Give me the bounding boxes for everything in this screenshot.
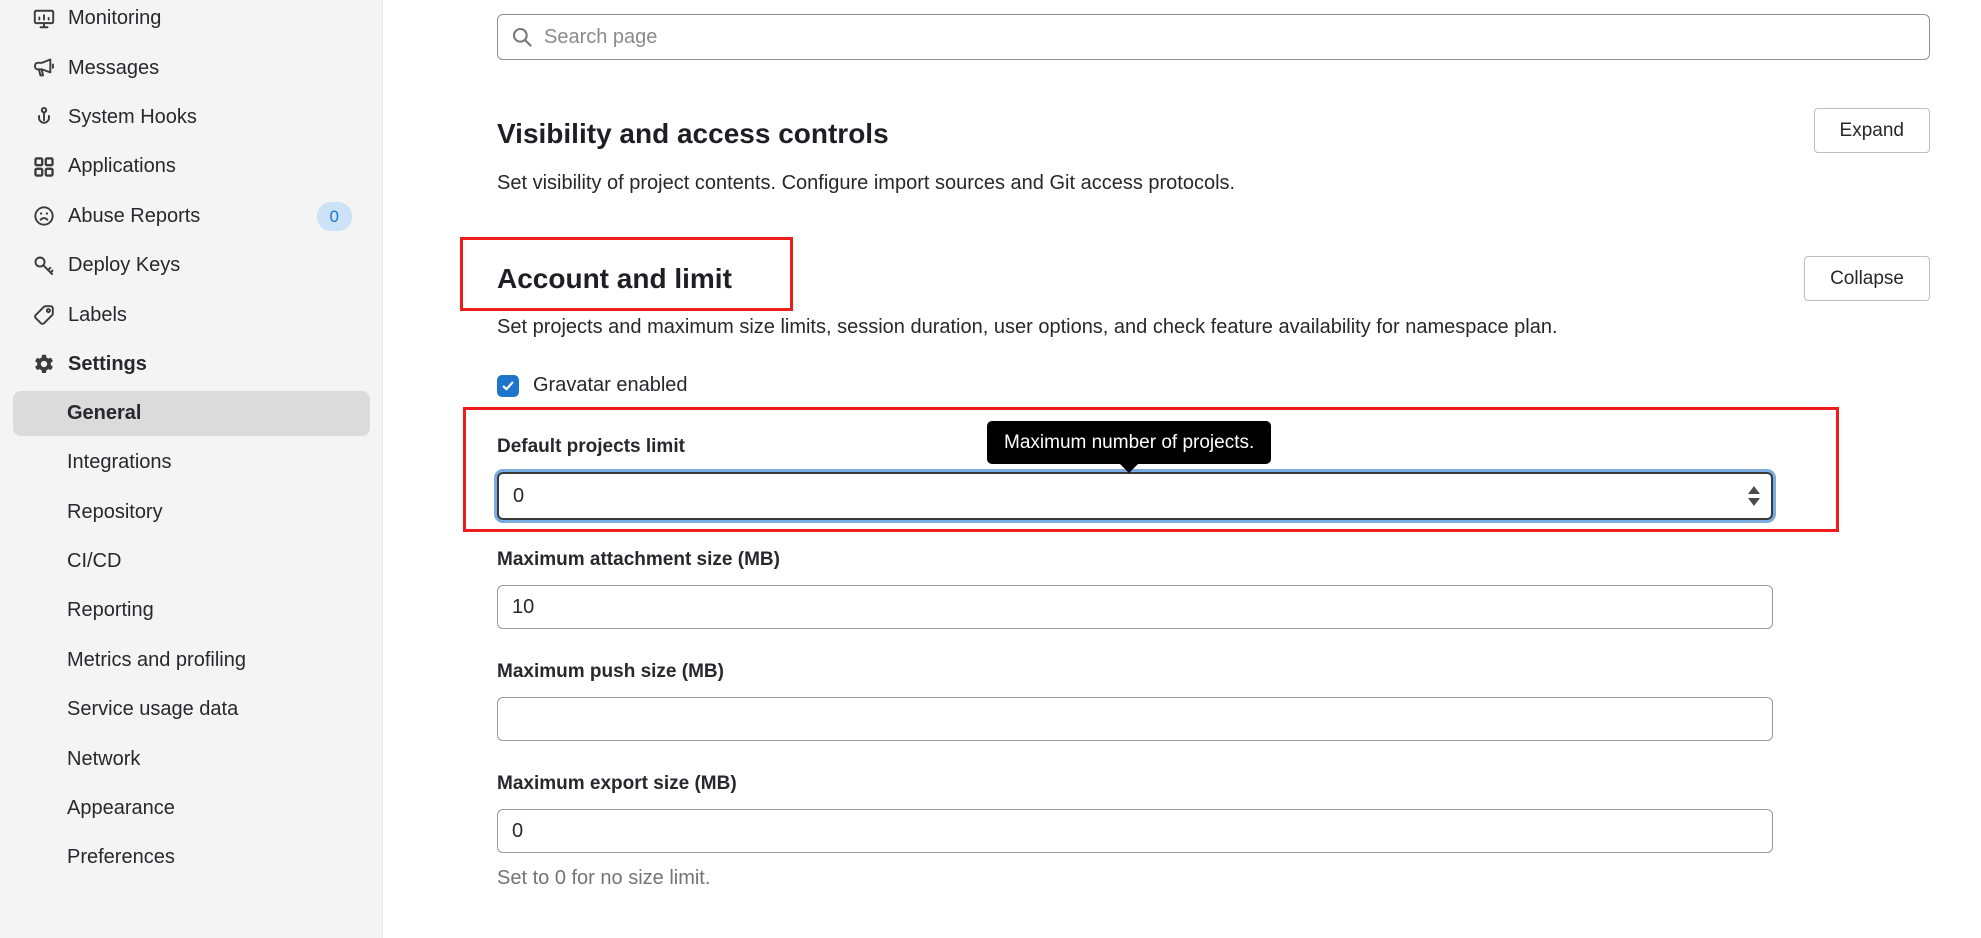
- spinner-down-icon[interactable]: [1748, 498, 1760, 506]
- monitor-icon: [33, 8, 55, 30]
- max-export-size-group: [497, 772, 1930, 890]
- sidebar-item-label: Applications: [68, 155, 176, 178]
- sidebar-item-label: Settings: [68, 352, 147, 375]
- section-description: Set projects and maximum size limits, session duration, user options, and check feature availability for namespace plan.: [497, 316, 1558, 338]
- sidebar-item-label: Network: [67, 747, 141, 770]
- sidebar-item-service-usage-data[interactable]: [0, 685, 382, 734]
- section-title: Account and limit: [497, 263, 732, 294]
- gravatar-checkbox-label[interactable]: Gravatar enabled: [533, 374, 688, 396]
- annotation-box-account-and-limit: [460, 237, 793, 311]
- settings-content: [497, 0, 1930, 890]
- tag-icon: [33, 304, 55, 326]
- sidebar-item-label: Deploy Keys: [68, 254, 181, 277]
- apps-grid-icon: [33, 156, 55, 178]
- sidebar-item-label: Appearance: [67, 797, 175, 820]
- gravatar-checkbox[interactable]: [497, 375, 519, 397]
- collapse-button[interactable]: Collapse: [1804, 256, 1930, 301]
- search-input[interactable]: [497, 14, 1930, 60]
- max-attachment-size-label: Maximum attachment size (MB): [497, 549, 780, 570]
- sidebar-item-system-hooks[interactable]: [0, 93, 382, 142]
- section-title: Visibility and access controls: [497, 118, 889, 149]
- gear-icon: [33, 353, 55, 375]
- sidebar-item-cicd[interactable]: [0, 537, 382, 586]
- section-description: Set visibility of project contents. Configure import sources and Git access protocols.: [497, 172, 1236, 194]
- sidebar-item-reporting[interactable]: [0, 586, 382, 635]
- gravatar-enabled-row: [497, 374, 1930, 397]
- max-push-size-group: [497, 660, 1930, 741]
- sidebar-item-label: Metrics and profiling: [67, 648, 246, 671]
- sidebar-item-deploy-keys[interactable]: [0, 241, 382, 290]
- admin-nav: [0, 0, 382, 883]
- sidebar-item-label: Messages: [68, 56, 160, 79]
- sidebar-item-general[interactable]: [13, 391, 370, 436]
- annotation-box-default-projects-limit: [463, 407, 1839, 532]
- sidebar-item-repository[interactable]: [0, 488, 382, 537]
- max-attachment-size-input[interactable]: [497, 585, 1773, 629]
- sidebar-item-label: Integrations: [67, 451, 172, 474]
- sidebar-item-appearance[interactable]: [0, 784, 382, 833]
- sidebar-item-label: Repository: [67, 500, 163, 523]
- key-icon: [33, 255, 55, 277]
- default-projects-limit-label: Default projects limit: [497, 436, 685, 457]
- sidebar-item-label: Monitoring: [68, 7, 162, 30]
- tooltip: [987, 421, 1271, 464]
- tooltip-text: Maximum number of projects.: [1004, 432, 1255, 453]
- sidebar-item-integrations[interactable]: [0, 438, 382, 487]
- search-icon: [511, 26, 533, 48]
- sidebar-item-label: General: [67, 402, 142, 425]
- admin-sidebar: [0, 0, 383, 938]
- sidebar-item-settings[interactable]: [0, 340, 382, 389]
- sidebar-item-labels[interactable]: [0, 290, 382, 339]
- sidebar-item-applications[interactable]: [0, 142, 382, 191]
- sidebar-item-preferences[interactable]: [0, 833, 382, 882]
- section-visibility-and-access-controls: [497, 116, 1930, 195]
- sidebar-item-abuse-reports[interactable]: [0, 192, 382, 241]
- sidebar-item-label: Preferences: [67, 846, 175, 869]
- expand-button[interactable]: Expand: [1814, 108, 1930, 153]
- section-account-and-limit: [497, 237, 1930, 890]
- frown-icon: [33, 205, 55, 227]
- max-push-size-input[interactable]: [497, 697, 1773, 741]
- max-export-size-input[interactable]: [497, 809, 1773, 853]
- sidebar-item-label: CI/CD: [67, 550, 122, 573]
- sidebar-item-network[interactable]: [0, 734, 382, 783]
- sidebar-item-label: System Hooks: [68, 105, 197, 128]
- max-push-size-label: Maximum push size (MB): [497, 661, 724, 682]
- sidebar-item-label: Reporting: [67, 599, 154, 622]
- sidebar-item-messages[interactable]: [0, 43, 382, 92]
- sidebar-item-monitoring[interactable]: [0, 0, 382, 43]
- search-bar: [497, 14, 1930, 60]
- check-icon: [500, 378, 516, 394]
- megaphone-icon: [33, 57, 55, 79]
- spinner-up-icon[interactable]: [1748, 486, 1760, 494]
- max-attachment-size-group: [497, 548, 1930, 629]
- number-spinner[interactable]: [1748, 486, 1760, 506]
- sidebar-item-metrics-and-profiling[interactable]: [0, 636, 382, 685]
- max-export-size-help-text: Set to 0 for no size limit.: [497, 867, 711, 889]
- max-export-size-label: Maximum export size (MB): [497, 773, 737, 794]
- hook-icon: [33, 106, 55, 128]
- default-projects-limit-field: [497, 472, 1773, 520]
- abuse-reports-count-badge: 0: [317, 202, 352, 231]
- sidebar-item-label: Abuse Reports: [68, 204, 201, 227]
- default-projects-limit-input[interactable]: [497, 472, 1773, 520]
- sidebar-item-label: Labels: [68, 303, 127, 326]
- sidebar-item-label: Service usage data: [67, 698, 239, 721]
